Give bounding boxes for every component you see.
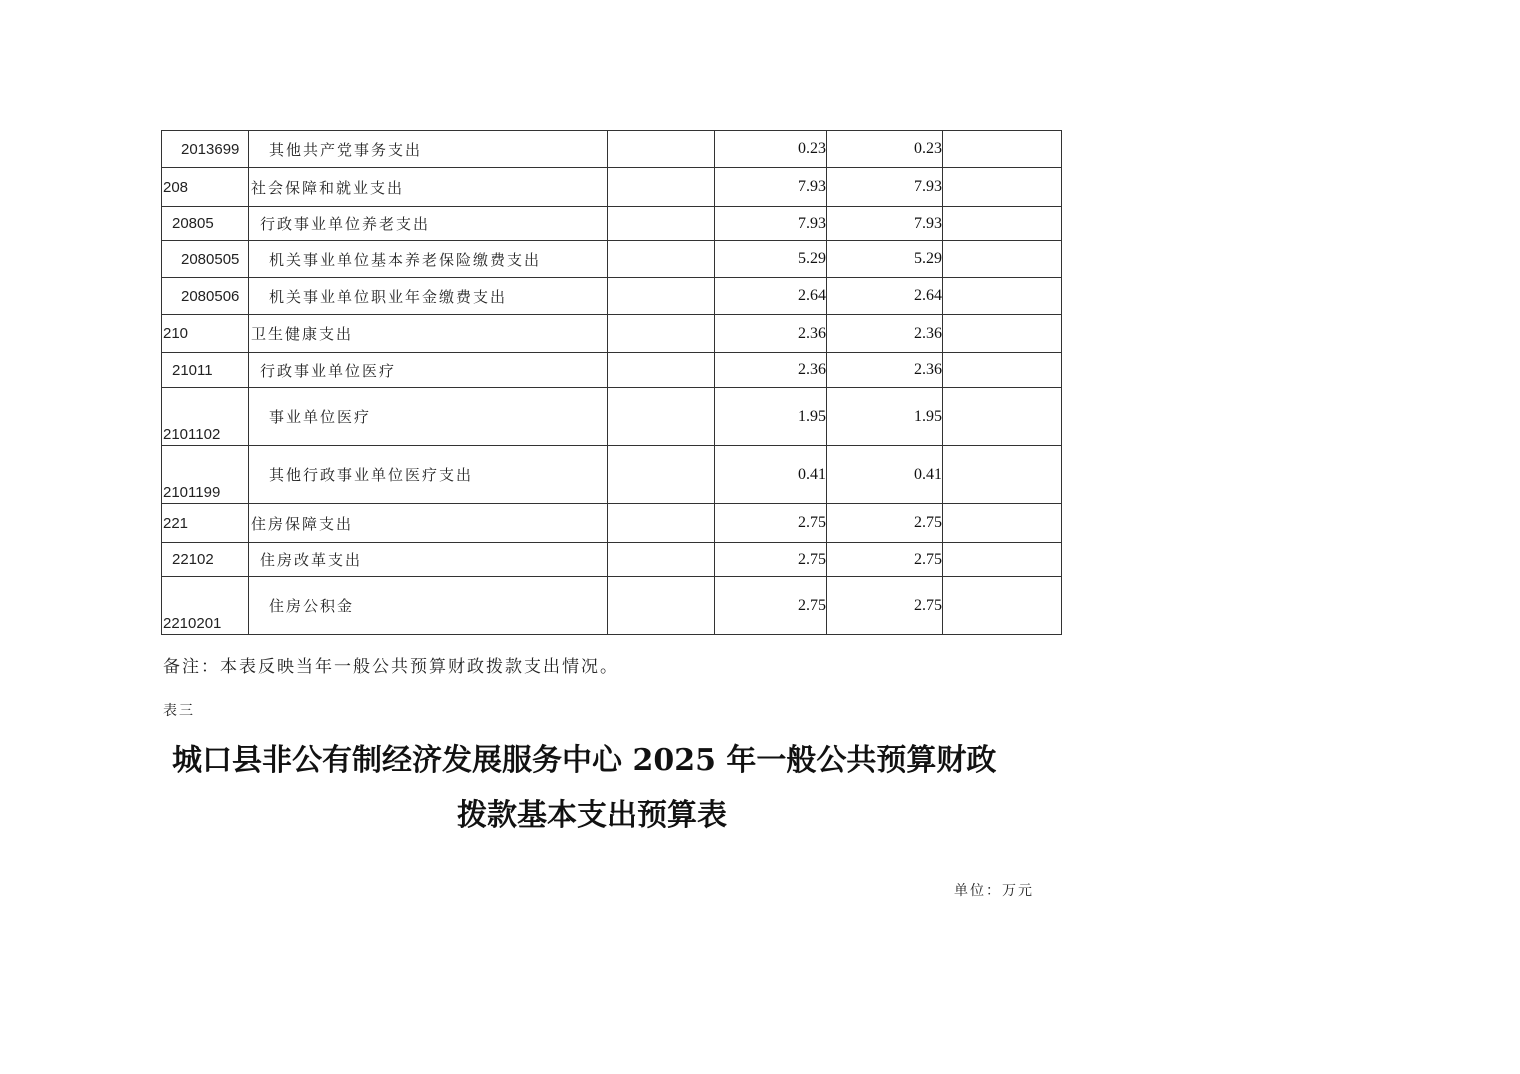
row-code: 20805 xyxy=(162,207,249,241)
row-cell-empty xyxy=(608,207,715,241)
row-name: 其他共产党事务支出 xyxy=(249,131,608,168)
row-cell-empty xyxy=(608,388,715,446)
row-basic: 7.93 xyxy=(827,207,943,241)
row-code: 21011 xyxy=(162,353,249,388)
row-cell-empty xyxy=(943,207,1062,241)
table-row xyxy=(162,207,1062,241)
row-code: 2210201 xyxy=(162,577,249,635)
row-cell-empty xyxy=(608,446,715,504)
table-row xyxy=(162,241,1062,278)
row-code: 22102 xyxy=(162,543,249,577)
row-cell-empty xyxy=(943,504,1062,543)
row-code: 2101199 xyxy=(162,446,249,504)
row-code: 210 xyxy=(162,315,249,353)
row-cell-empty xyxy=(943,543,1062,577)
row-total: 0.41 xyxy=(715,446,827,504)
row-total: 5.29 xyxy=(715,241,827,278)
row-name: 住房公积金 xyxy=(249,577,608,635)
row-cell-empty xyxy=(608,504,715,543)
unit-label: 单位：万元 xyxy=(954,883,1034,899)
row-basic: 7.93 xyxy=(827,168,943,207)
row-name: 社会保障和就业支出 xyxy=(249,168,608,207)
row-cell-empty xyxy=(608,315,715,353)
table-row xyxy=(162,388,1062,446)
row-name: 机关事业单位基本养老保险缴费支出 xyxy=(249,241,608,278)
row-basic: 2.36 xyxy=(827,353,943,388)
row-basic: 5.29 xyxy=(827,241,943,278)
table-row xyxy=(162,446,1062,504)
row-cell-empty xyxy=(943,388,1062,446)
row-cell-empty xyxy=(608,278,715,315)
row-cell-empty xyxy=(943,168,1062,207)
row-code: 2013699 xyxy=(162,131,249,168)
row-basic: 0.41 xyxy=(827,446,943,504)
row-code: 2101102 xyxy=(162,388,249,446)
row-basic: 2.75 xyxy=(827,543,943,577)
row-name: 住房改革支出 xyxy=(249,543,608,577)
row-total: 0.23 xyxy=(715,131,827,168)
table-row xyxy=(162,131,1062,168)
table-row xyxy=(162,278,1062,315)
table-row xyxy=(162,577,1062,635)
table-row xyxy=(162,315,1062,353)
row-name: 其他行政事业单位医疗支出 xyxy=(249,446,608,504)
row-code: 221 xyxy=(162,504,249,543)
row-total: 2.75 xyxy=(715,577,827,635)
row-total: 2.36 xyxy=(715,353,827,388)
row-basic: 0.23 xyxy=(827,131,943,168)
row-cell-empty xyxy=(608,577,715,635)
row-cell-empty xyxy=(608,543,715,577)
row-cell-empty xyxy=(608,168,715,207)
row-name: 行政事业单位养老支出 xyxy=(249,207,608,241)
row-total: 7.93 xyxy=(715,168,827,207)
budget-table xyxy=(161,130,1062,635)
row-total: 2.75 xyxy=(715,543,827,577)
row-cell-empty xyxy=(943,353,1062,388)
table-note: 备注：本表反映当年一般公共预算财政拨款支出情况。 xyxy=(163,657,619,677)
row-basic: 2.36 xyxy=(827,315,943,353)
row-basic: 2.64 xyxy=(827,278,943,315)
table-number-label: 表三 xyxy=(163,703,195,719)
row-cell-empty xyxy=(943,241,1062,278)
row-total: 7.93 xyxy=(715,207,827,241)
row-basic: 2.75 xyxy=(827,504,943,543)
row-cell-empty xyxy=(608,353,715,388)
row-total: 2.64 xyxy=(715,278,827,315)
row-code: 208 xyxy=(162,168,249,207)
row-cell-empty xyxy=(608,241,715,278)
document-title-line-2: 拨款基本支出预算表 xyxy=(457,798,727,833)
row-cell-empty xyxy=(943,446,1062,504)
table-row xyxy=(162,543,1062,577)
row-cell-empty xyxy=(943,131,1062,168)
row-name: 卫生健康支出 xyxy=(249,315,608,353)
row-name: 住房保障支出 xyxy=(249,504,608,543)
row-cell-empty xyxy=(943,278,1062,315)
row-total: 1.95 xyxy=(715,388,827,446)
row-total: 2.36 xyxy=(715,315,827,353)
row-name: 行政事业单位医疗 xyxy=(249,353,608,388)
table-row xyxy=(162,168,1062,207)
document-title-line-1: 城口县非公有制经济发展服务中心 2025 年一般公共预算财政 xyxy=(172,743,997,778)
row-basic: 1.95 xyxy=(827,388,943,446)
row-code: 2080506 xyxy=(162,278,249,315)
row-cell-empty xyxy=(943,577,1062,635)
row-cell-empty xyxy=(608,131,715,168)
row-basic: 2.75 xyxy=(827,577,943,635)
row-code: 2080505 xyxy=(162,241,249,278)
table-row xyxy=(162,504,1062,543)
row-name: 事业单位医疗 xyxy=(249,388,608,446)
table-row xyxy=(162,353,1062,388)
row-name: 机关事业单位职业年金缴费支出 xyxy=(249,278,608,315)
row-cell-empty xyxy=(943,315,1062,353)
row-total: 2.75 xyxy=(715,504,827,543)
